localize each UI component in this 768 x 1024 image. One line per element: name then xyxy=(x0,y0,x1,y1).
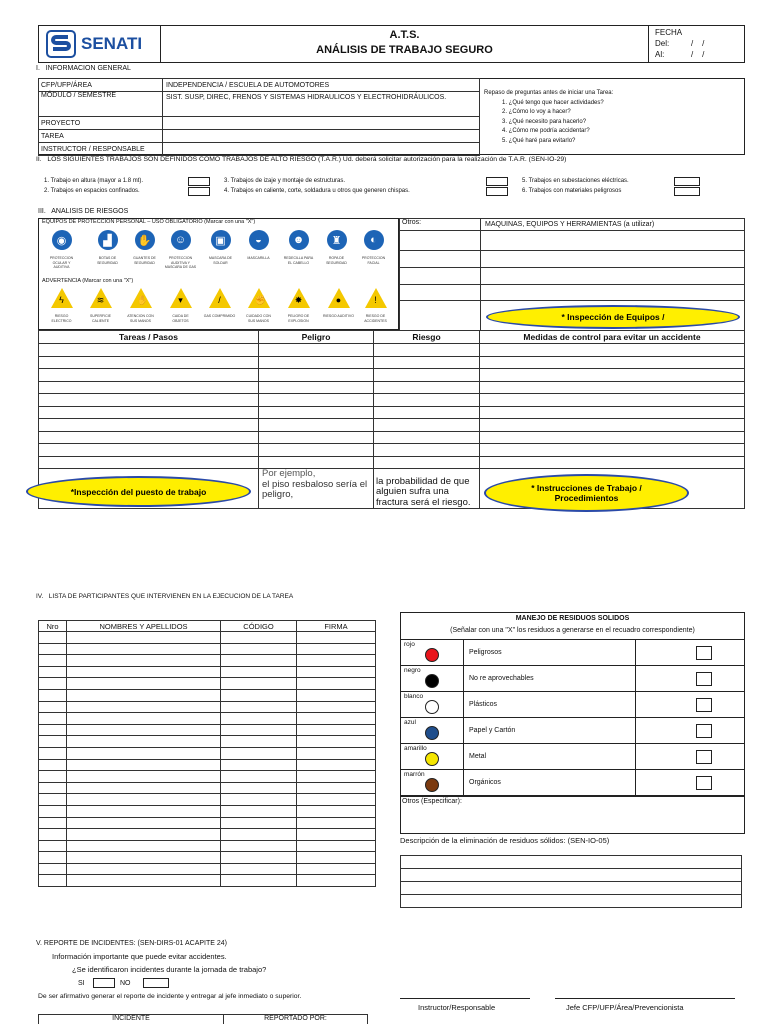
task-row[interactable] xyxy=(39,394,745,407)
col-firma: FIRMA xyxy=(297,621,376,632)
otros-row[interactable] xyxy=(400,251,481,268)
crush-hands-icon: ✊ xyxy=(248,288,270,308)
participant-row[interactable] xyxy=(39,632,376,644)
info-label: INSTRUCTOR / RESPONSABLE xyxy=(39,143,163,156)
info-value[interactable] xyxy=(163,117,480,130)
ppe-label: PROTECCION OCULAR Y AUDITIVA xyxy=(49,256,74,269)
tar-item: 4. Trabajos en caliente, corte, soldadura u otros que generen chispas. xyxy=(224,188,410,194)
warning-label: GAS COMPRIMIDO xyxy=(203,314,236,318)
desc-row[interactable] xyxy=(401,895,742,908)
participant-row[interactable] xyxy=(39,724,376,736)
residuo-row xyxy=(400,770,745,796)
ppe-label: REDECILLA PARA EL CABELLO xyxy=(283,256,314,265)
s5-line2: ¿Se identificaron incidentes durante la jornada de trabajo? xyxy=(72,965,267,974)
info-value[interactable]: INDEPENDENCIA / ESCUELA DE AUTOMOTORES xyxy=(163,79,480,92)
otros-label: Otros: xyxy=(400,219,481,231)
tar-item: 3. Trabajos de izaje y montaje de estructuras. xyxy=(224,178,346,184)
section-5-title: V. REPORTE DE INCIDENTES: (SEN-DIRS-01 ACAPITE 24) xyxy=(36,940,227,947)
example-riesgo: la probabilidad de que alguien sufra una fractura será el riesgo. xyxy=(374,469,480,509)
warning-item[interactable] xyxy=(164,288,197,323)
example-peligro-1: Por ejemplo, xyxy=(262,468,316,479)
otros-row[interactable] xyxy=(400,301,481,331)
residuos-desc: Descripción de la eliminación de residuos sólidos: (SEN-IO-05) xyxy=(400,836,610,845)
section-3-title: III. ANALISIS DE RIESGOS xyxy=(38,208,129,215)
residuo-checkbox[interactable] xyxy=(696,750,712,764)
goggles-icon: ◉ xyxy=(52,230,72,250)
participant-row[interactable] xyxy=(39,840,376,852)
header-title xyxy=(161,29,648,56)
info-value[interactable] xyxy=(163,143,480,156)
task-row[interactable] xyxy=(39,456,745,469)
ppe-label: PROTECCION AUDITIVA Y MASCARA DE GAS xyxy=(164,256,197,269)
warning-item[interactable] xyxy=(282,288,315,323)
section-2-title: II. LOS SIGUIENTES TRABAJOS SON DEFINIDOS COMO TRABAJOS DE ALTO RIESGO (T.A.R.) Ud. deberá solicitar autorización para la realización de T.A.R. (SEN-IO-29) xyxy=(36,156,567,163)
machine-row[interactable] xyxy=(481,251,745,268)
task-row[interactable] xyxy=(39,406,745,419)
participant-row[interactable] xyxy=(39,794,376,806)
residuo-label: Orgánicos xyxy=(469,779,501,786)
warning-item[interactable] xyxy=(84,288,117,323)
participant-row[interactable] xyxy=(39,689,376,701)
participant-row[interactable] xyxy=(39,713,376,725)
ppe-label: GUANTES DE SEGURIDAD xyxy=(133,256,156,265)
residuo-color-dot xyxy=(425,752,439,766)
desc-row[interactable] xyxy=(401,856,742,869)
maquinas-label: MAQUINAS, EQUIPOS Y HERRAMIENTAS (a utilizar) xyxy=(481,219,745,231)
oval-inspeccion-equipos: * Inspección de Equipos / xyxy=(486,305,740,329)
ppe-item[interactable] xyxy=(282,230,315,265)
tar-checkbox-3[interactable] xyxy=(486,177,508,186)
task-row[interactable] xyxy=(39,431,745,444)
participants-table xyxy=(38,620,376,887)
tar-checkbox-6[interactable] xyxy=(674,187,700,196)
falling-objects-icon: ▾ xyxy=(170,288,192,308)
participant-row[interactable] xyxy=(39,643,376,655)
residuo-color-dot xyxy=(425,726,439,740)
participant-rows xyxy=(39,632,376,887)
s5-line1: Información importante que puede evitar accidentes. xyxy=(52,952,227,961)
title-analisis: ANÁLISIS DE TRABAJO SEGURO xyxy=(316,44,493,56)
participant-row[interactable] xyxy=(39,736,376,748)
participant-row[interactable] xyxy=(39,829,376,841)
no-checkbox[interactable] xyxy=(143,978,169,988)
col-tareas: Tareas / Pasos xyxy=(39,331,259,344)
participant-row[interactable] xyxy=(39,759,376,771)
al-label: Al: xyxy=(655,50,665,59)
tar-checkbox-2[interactable] xyxy=(188,187,210,196)
residuo-checkbox[interactable] xyxy=(696,698,712,712)
warning-item[interactable] xyxy=(45,288,78,323)
residuo-row xyxy=(400,666,745,692)
sign-instructor: Instructor/Responsable xyxy=(418,1003,496,1012)
info-value[interactable] xyxy=(163,130,480,143)
ppe-label: PROTECCION FACIAL xyxy=(361,256,386,265)
compressed-gas-icon: / xyxy=(209,288,231,308)
residuo-checkbox[interactable] xyxy=(696,776,712,790)
general-info-table xyxy=(38,78,480,156)
sign-line-instructor xyxy=(400,998,530,999)
task-row[interactable] xyxy=(39,344,745,357)
warning-item[interactable] xyxy=(322,288,355,319)
header-date-divider xyxy=(648,25,649,63)
senati-logo xyxy=(46,29,156,59)
no-label: NO xyxy=(120,980,131,987)
ppe-label: ROPA DE SEGURIDAD xyxy=(326,256,347,265)
example-peligro-2: el piso resbaloso sería el peligro, xyxy=(262,478,368,500)
question-item: 4. ¿Cómo me podría accidentar? xyxy=(502,128,590,134)
tar-item: 6. Trabajos con materiales peligrosos xyxy=(522,188,622,194)
desc-row[interactable] xyxy=(401,882,742,895)
residuos-subtitle: (Señalar con una "X" los residuos a generarse en el recuadro correspondiente) xyxy=(450,627,695,634)
residuo-checkbox[interactable] xyxy=(696,672,712,686)
ppe-item[interactable] xyxy=(242,230,275,261)
question-item: 5. ¿Qué haré para evitarlo? xyxy=(502,137,576,144)
ppe-item[interactable] xyxy=(45,230,78,270)
residuo-row xyxy=(400,640,745,666)
tar-checkbox-1[interactable] xyxy=(188,177,210,186)
date-block xyxy=(655,27,704,60)
residuos-otros: Otros (Especificar): xyxy=(402,798,462,805)
ppe-item[interactable] xyxy=(91,230,124,265)
residuo-color-dot xyxy=(425,648,439,662)
participant-row[interactable] xyxy=(39,852,376,864)
ppe-label: BOTAS DE SEGURIDAD xyxy=(97,256,118,265)
warning-item[interactable] xyxy=(203,288,236,319)
warning-label: RIESGO AUDITIVO xyxy=(323,314,354,318)
task-row[interactable] xyxy=(39,356,745,369)
participant-row[interactable] xyxy=(39,782,376,794)
residuo-color-name: blanco xyxy=(404,693,424,700)
si-checkbox[interactable] xyxy=(93,978,115,988)
gloves-icon: ✋ xyxy=(135,230,155,250)
incident-table xyxy=(38,1014,368,1024)
participant-row[interactable] xyxy=(39,701,376,713)
ppe-item[interactable] xyxy=(128,230,161,265)
residuo-label: Plásticos xyxy=(469,701,498,708)
hairnet-icon: ☻ xyxy=(289,230,309,250)
warning-label: ATENCION CON SUS MANOS xyxy=(127,314,154,323)
questions-block xyxy=(484,89,613,146)
boots-icon: ▟ xyxy=(98,230,118,250)
questions-title: Repaso de preguntas antes de iniciar una Tarea: xyxy=(484,90,614,96)
col-nombres: NOMBRES Y APELLIDOS xyxy=(67,621,221,632)
tar-item: 2. Trabajos en espacios confinados. xyxy=(44,188,140,194)
task-row[interactable] xyxy=(39,381,745,394)
residuo-row xyxy=(400,744,745,770)
warning-label: RIESGO ELECTRICO xyxy=(51,314,72,323)
task-row[interactable] xyxy=(39,444,745,457)
sign-line-jefe xyxy=(555,998,735,999)
question-item: 2. ¿Cómo lo voy a hacer? xyxy=(502,109,571,115)
residuo-label: No re aprovechables xyxy=(469,675,534,682)
tar-checkbox-4[interactable] xyxy=(486,187,508,196)
accident-risk-icon: ! xyxy=(365,288,387,308)
col-medidas: Medidas de control para evitar un accidente xyxy=(480,331,745,344)
explosion-icon: ✸ xyxy=(288,288,310,308)
senati-logo-icon xyxy=(46,30,76,58)
ppe-label: MASCARILLA xyxy=(247,256,270,260)
warning-item[interactable] xyxy=(124,288,157,323)
residuo-label: Metal xyxy=(469,753,487,760)
s5-line3: De ser afirmativo generar el reporte de incidente y entregar al jefe inmediato o superior. xyxy=(38,993,302,1000)
participant-row[interactable] xyxy=(39,666,376,678)
warning-item[interactable] xyxy=(242,288,275,323)
del-label: Del: xyxy=(655,39,670,48)
senati-logo-text: SENATI xyxy=(81,34,143,53)
ppe-item[interactable] xyxy=(204,230,237,265)
info-label: PROYECTO xyxy=(39,117,163,130)
noise-hazard-icon: ● xyxy=(328,288,350,308)
warning-label: PELIGRO DE EXPLOSION xyxy=(287,314,310,323)
warning-label: SUPERFICIE CALIENTE xyxy=(89,314,111,323)
ppe-item[interactable] xyxy=(320,230,353,265)
title-ats: A.T.S. xyxy=(389,29,420,41)
incidente-header: INCIDENTE xyxy=(39,1015,224,1024)
oval-inspeccion-puesto: *Inspección del puesto de trabajo xyxy=(26,476,251,507)
warning-label: CAIDA DE OBJETOS xyxy=(172,314,189,323)
desc-row[interactable] xyxy=(401,869,742,882)
participant-row[interactable] xyxy=(39,747,376,759)
machine-row[interactable] xyxy=(481,231,745,251)
residuos-desc-table xyxy=(400,855,742,908)
col-nro: Nro xyxy=(39,621,67,632)
tar-checkbox-5[interactable] xyxy=(674,177,700,186)
gas-mask-icon: ☺ xyxy=(171,230,191,250)
otros-row[interactable] xyxy=(400,231,481,251)
residuos-title: MANEJO DE RESIDUOS SOLIDOS xyxy=(515,615,630,622)
residuo-row xyxy=(400,692,745,718)
residuo-color-name: negro xyxy=(404,667,421,674)
fecha-label: FECHA xyxy=(655,28,683,37)
hot-surface-icon: ≋ xyxy=(90,288,112,308)
col-peligro: Peligro xyxy=(259,331,374,344)
residuo-color-name: marrón xyxy=(404,771,425,778)
otros-row[interactable] xyxy=(400,285,481,301)
oval-instrucciones: * Instrucciones de Trabajo / Procedimientos xyxy=(484,474,689,512)
sign-jefe: Jefe CFP/UFP/Área/Prevencionista xyxy=(566,1003,684,1012)
warn-title: ADVERTENCIA (Marcar con una "X") xyxy=(42,278,134,284)
welding-mask-icon: ▣ xyxy=(211,230,231,250)
question-item: 3. ¿Qué necesito para hacerlo? xyxy=(502,118,587,125)
col-codigo: CÓDIGO xyxy=(221,621,297,632)
del-date[interactable]: / / xyxy=(691,39,705,48)
residuo-color-name: azul xyxy=(404,719,416,726)
residuo-color-name: rojo xyxy=(404,641,415,648)
residuos-otros-line xyxy=(400,796,745,797)
electric-hazard-icon: ϟ xyxy=(51,288,73,308)
participant-row[interactable] xyxy=(39,771,376,783)
ppe-item[interactable] xyxy=(164,230,197,270)
warning-label: CUIDADO CON SUS MANOS xyxy=(246,314,271,323)
otros-row[interactable] xyxy=(400,268,481,285)
section-1-title: I. INFORMACION GENERAL xyxy=(36,65,131,72)
face-mask-icon: ◒ xyxy=(249,230,269,250)
residuo-color-dot xyxy=(425,700,439,714)
section-4-title: IV. LISTA DE PARTICIPANTES QUE INTERVIENEN EN LA EJECUCION DE LA TAREA xyxy=(36,593,294,600)
machine-row[interactable] xyxy=(481,285,745,301)
participant-row[interactable] xyxy=(39,817,376,829)
info-label: MÓDULO / SEMESTRE xyxy=(39,92,163,117)
info-label: TAREA xyxy=(39,130,163,143)
info-value[interactable]: SIST. SUSP, DIREC, FRENOS Y SISTEMAS HIDRAULICOS Y ELECTROHIDRÁULICOS. xyxy=(163,92,480,117)
residuo-label: Papel y Cartón xyxy=(469,727,516,734)
face-shield-icon: ◐ xyxy=(364,230,384,250)
warning-item[interactable] xyxy=(359,288,392,323)
info-label: CFP/UFP/ÁREA xyxy=(39,79,163,92)
residuo-row xyxy=(400,718,745,744)
epp-title: EQUIPOS DE PROTECCION PERSONAL – USO OBLIGATORIO (Marcar con una "X") xyxy=(42,219,256,225)
si-label: SI xyxy=(78,980,85,987)
residuo-color-dot xyxy=(425,674,439,688)
participant-row[interactable] xyxy=(39,678,376,690)
machine-row[interactable] xyxy=(481,268,745,285)
residuo-checkbox[interactable] xyxy=(696,724,712,738)
reportado-header: REPORTADO POR: xyxy=(264,1015,327,1022)
task-row[interactable] xyxy=(39,419,745,432)
safety-clothing-icon: ♜ xyxy=(327,230,347,250)
ppe-item[interactable] xyxy=(357,230,390,265)
al-date[interactable]: / / xyxy=(691,50,705,59)
tar-item: 5. Trabajos en subestaciones eléctricas. xyxy=(522,178,629,184)
participant-row[interactable] xyxy=(39,655,376,667)
question-item: 1. ¿Qué tengo que hacer actividades? xyxy=(502,99,604,106)
ppe-label: MASCARA DE SOLDAR xyxy=(209,256,232,265)
warning-label: RIESGO DE ACCIDENTES xyxy=(364,314,387,323)
residuo-checkbox[interactable] xyxy=(696,646,712,660)
residuo-label: Peligrosos xyxy=(469,649,502,656)
residuo-color-dot xyxy=(425,778,439,792)
participant-row[interactable] xyxy=(39,875,376,887)
residuo-color-name: amarillo xyxy=(404,745,427,752)
col-riesgo: Riesgo xyxy=(374,331,480,344)
tar-item: 1. Trabajo en altura (mayor a 1.8 mt). xyxy=(44,178,144,184)
participant-row[interactable] xyxy=(39,805,376,817)
participant-row[interactable] xyxy=(39,863,376,875)
task-row[interactable] xyxy=(39,369,745,382)
hand-hazard-icon: ✋ xyxy=(130,288,152,308)
